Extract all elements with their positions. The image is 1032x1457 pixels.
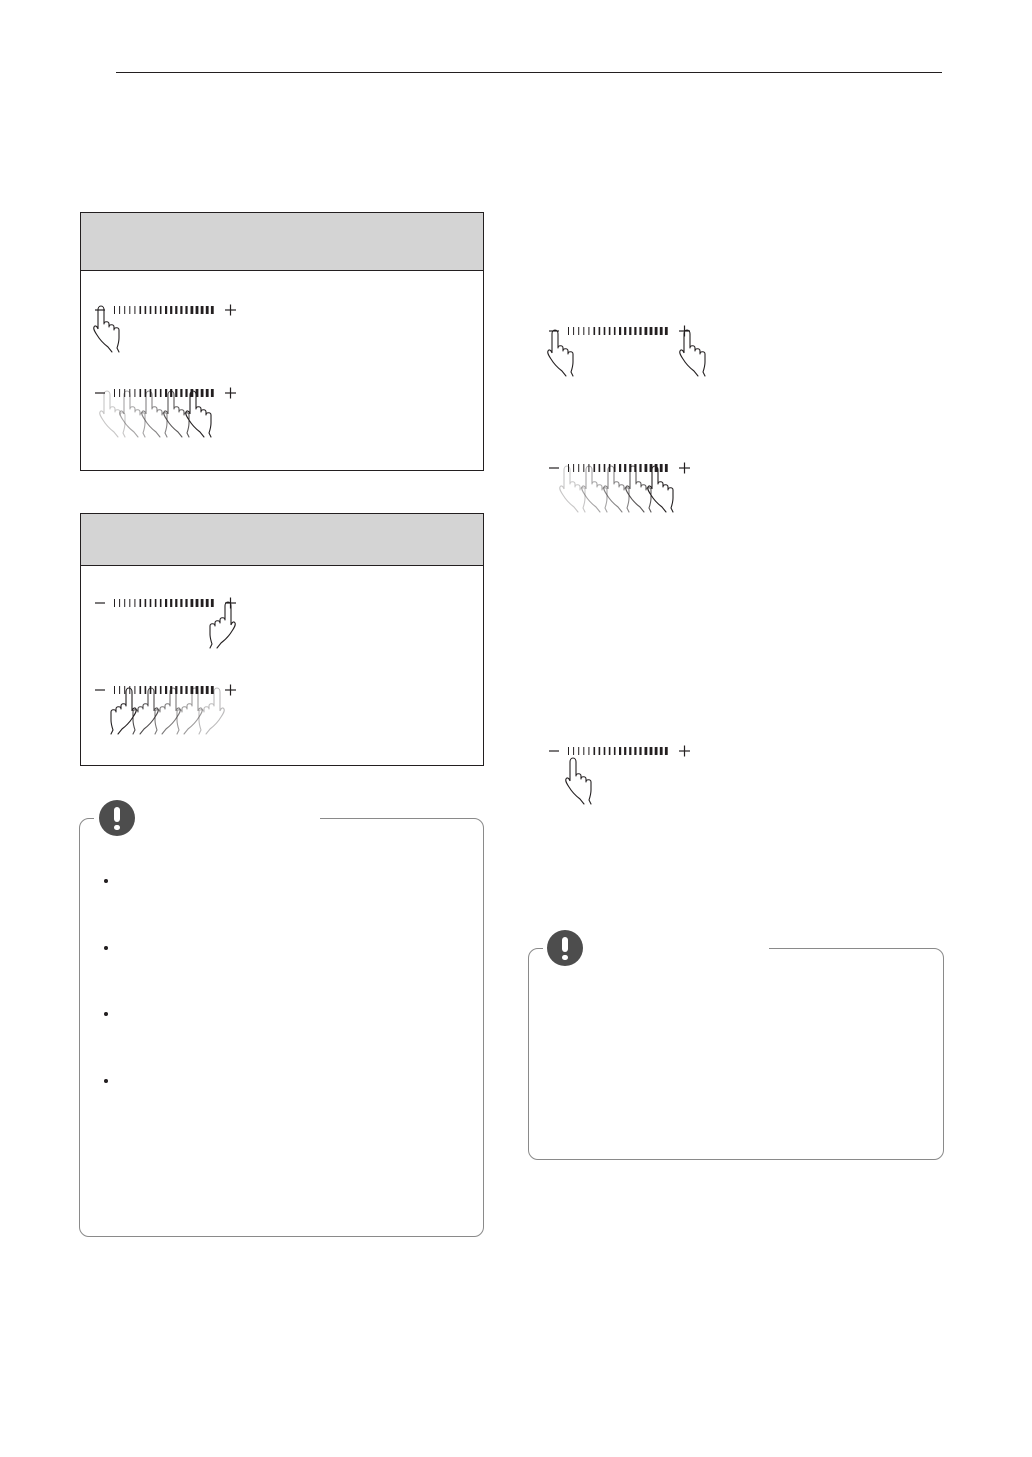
level-tick <box>134 306 135 314</box>
level-tick <box>124 599 125 607</box>
level-tick <box>191 306 194 314</box>
level-tick <box>129 599 130 607</box>
plus-icon[interactable] <box>225 388 236 399</box>
plus-icon[interactable] <box>225 305 236 316</box>
level-tick <box>134 599 135 607</box>
exclamation-icon <box>547 930 583 966</box>
increase-panel-header <box>81 514 483 566</box>
level-tick <box>583 747 584 755</box>
exclamation-icon <box>99 800 135 836</box>
level-tick <box>573 747 574 755</box>
level-tick <box>170 306 172 314</box>
level-tick <box>211 306 214 314</box>
level-tick <box>583 327 584 335</box>
list-bullet <box>104 1012 108 1016</box>
level-tick <box>578 327 579 335</box>
level-tick <box>140 599 142 607</box>
level-tick <box>604 327 606 335</box>
level-tick <box>165 599 167 607</box>
plus-icon[interactable] <box>679 746 690 757</box>
level-tick <box>124 306 125 314</box>
level-tick <box>660 747 663 755</box>
level-tick <box>196 599 199 607</box>
level-tick <box>599 747 601 755</box>
header-rule <box>116 72 942 73</box>
level-tick <box>175 599 177 607</box>
level-tick <box>639 747 641 755</box>
level-tick <box>185 306 187 314</box>
level-tick <box>655 327 658 335</box>
level-tick <box>609 747 611 755</box>
level-tick <box>160 306 162 314</box>
level-tick <box>665 327 668 335</box>
level-tick <box>180 306 182 314</box>
hand-tap-icon <box>205 600 237 659</box>
level-tick <box>196 306 199 314</box>
level-tick <box>629 747 631 755</box>
level-tick <box>185 599 187 607</box>
hand-tap-icon <box>678 328 710 387</box>
level-tick <box>201 599 204 607</box>
level-tick <box>624 327 626 335</box>
level-tick <box>614 327 616 335</box>
list-bullet <box>104 1079 108 1083</box>
level-tick <box>114 599 115 607</box>
plus-icon[interactable] <box>679 463 690 474</box>
level-tick <box>145 306 147 314</box>
hand-tap-icon <box>194 686 226 745</box>
level-tick <box>614 747 616 755</box>
hand-tap-icon <box>184 389 216 448</box>
hand-tap-icon <box>646 464 678 523</box>
level-tick <box>206 306 209 314</box>
level-tick <box>129 306 130 314</box>
level-tick <box>645 747 648 755</box>
level-tick <box>568 747 569 755</box>
level-tick <box>160 599 162 607</box>
level-tick <box>639 327 641 335</box>
level-tick <box>119 599 120 607</box>
level-tick <box>170 599 172 607</box>
level-tick <box>165 306 167 314</box>
level-tick <box>650 327 653 335</box>
level-tick <box>655 747 658 755</box>
level-tick <box>619 747 621 755</box>
level-tick <box>175 306 177 314</box>
level-tick <box>140 306 142 314</box>
level-tick <box>578 747 579 755</box>
level-tick <box>594 327 596 335</box>
level-tick <box>145 599 147 607</box>
level-tick <box>588 327 589 335</box>
level-tick <box>609 327 611 335</box>
hand-tap-icon <box>92 304 124 363</box>
level-tick <box>665 747 668 755</box>
level-tick <box>588 747 589 755</box>
hand-tap-icon <box>564 756 596 815</box>
hand-tap-icon <box>546 328 578 387</box>
level-tick <box>201 306 204 314</box>
level-tick <box>660 327 663 335</box>
level-tick <box>150 306 152 314</box>
decrease-panel-header <box>81 213 483 271</box>
plus-icon[interactable] <box>225 685 236 696</box>
right-note-box <box>528 948 944 1160</box>
level-tick <box>634 747 636 755</box>
level-tick <box>594 747 596 755</box>
level-tick <box>624 747 626 755</box>
level-tick <box>599 327 601 335</box>
level-tick <box>155 306 157 314</box>
level-tick <box>650 747 653 755</box>
list-bullet <box>104 879 108 883</box>
list-bullet <box>104 946 108 950</box>
level-tick <box>619 327 621 335</box>
level-tick <box>629 327 631 335</box>
level-tick <box>180 599 182 607</box>
level-tick <box>634 327 636 335</box>
level-tick <box>150 599 152 607</box>
level-tick <box>604 747 606 755</box>
level-tick <box>155 599 157 607</box>
level-tick <box>191 599 194 607</box>
level-tick <box>645 327 648 335</box>
left-note-box <box>79 818 484 1237</box>
